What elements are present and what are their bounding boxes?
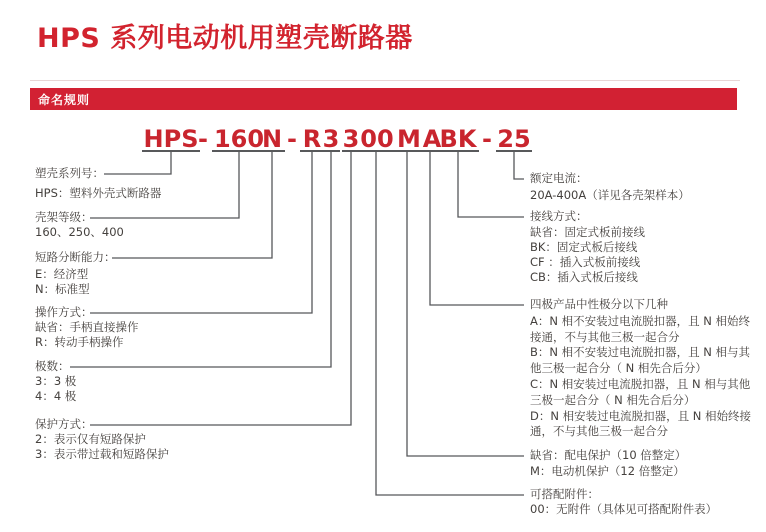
model-code-segment: 3	[342, 125, 360, 153]
callout-line: 4：4 极	[35, 389, 77, 403]
callout-connector-line	[376, 152, 524, 495]
callout-connector-line	[430, 152, 524, 305]
callout-line: N：标准型	[35, 282, 90, 296]
callout-line: D：N 相安装过电流脱扣器，且 N 相始终接	[530, 409, 752, 423]
page-title: HPS 系列电动机用塑壳断路器	[37, 23, 413, 54]
callout-connector-line	[104, 152, 171, 174]
callout-line: B：N 相不安装过电流脱扣器，且 N 相与其	[530, 345, 751, 359]
callout-group-title: 塑壳系列号：	[35, 166, 104, 180]
callout-line: E：经济型	[35, 267, 89, 281]
callout-connector-line	[458, 152, 524, 217]
callout-group-title: 四极产品中性极分以下几种	[530, 297, 668, 311]
callout-line: 缺省：固定式板前接线	[530, 225, 645, 239]
callout-group-title: 缺省：配电保护（10 倍整定）	[530, 448, 687, 462]
callout-line: 通，不与其他三极一起合分	[530, 424, 668, 438]
callout-group-title: 保护方式：	[35, 417, 93, 431]
callout-line: 160、250、400	[35, 225, 124, 239]
callout-line: C：N 相安装过电流脱扣器，且 N 相与其他	[530, 377, 751, 391]
callout-line: HPS：塑料外壳式断路器	[35, 186, 162, 200]
callout-connector-line	[90, 152, 239, 218]
model-code-segment: M	[397, 125, 421, 153]
model-code-segment: 25	[497, 125, 531, 153]
model-code-segment: -	[287, 125, 297, 153]
callout-group-title: 额定电流：	[530, 171, 588, 185]
title-divider	[30, 80, 740, 81]
model-code-segment: R	[300, 126, 324, 152]
callout-line: 缺省：手柄直接操作	[35, 320, 139, 334]
callout-line: 00：无附件（具体见可搭配附件表）	[530, 502, 718, 516]
callout-group-title: 壳架等级：	[35, 210, 93, 224]
callout-group-title: 短路分断能力：	[35, 250, 116, 264]
model-code-segment: 160	[213, 125, 265, 153]
model-code-segment: N	[259, 126, 285, 152]
section-banner-label: 命名规则	[38, 92, 91, 107]
callout-group-title: 可搭配附件：	[530, 487, 599, 501]
callout-line: 2：表示仅有短路保护	[35, 432, 146, 446]
model-code-segment: A	[422, 125, 442, 153]
callout-line: 他三极一起合分（ N 相先合后分）	[530, 361, 707, 375]
callout-connector-line	[407, 152, 524, 456]
callout-group-title: 接线方式：	[530, 209, 588, 223]
callout-group-title: 操作方式：	[35, 305, 93, 319]
callout-line: CF ：插入式板前接线	[530, 255, 641, 269]
callout-line: 3：3 极	[35, 374, 77, 388]
model-code-segment: BK	[437, 126, 479, 152]
model-code-segment: 3	[322, 125, 340, 153]
callout-connector-line	[112, 152, 272, 258]
callout-line: R：转动手柄操作	[35, 335, 124, 349]
model-code-segment: 00	[358, 126, 396, 152]
callout-line: 20A-400A（详见各壳架样本）	[530, 188, 690, 202]
callout-line: 3：表示带过载和短路保护	[35, 447, 169, 461]
model-code-segment: -	[198, 125, 208, 153]
callout-group-title: 极数：	[35, 359, 70, 373]
model-code-segment: HPS	[143, 125, 199, 153]
callout-line: A：N 相不安装过电流脱扣器，且 N 相始终	[530, 314, 751, 328]
callout-connector-line	[514, 152, 524, 179]
section-banner	[30, 88, 737, 110]
callout-line: BK：固定式板后接线	[530, 240, 638, 254]
callout-line: 接通，不与其他三极一起合分	[530, 330, 680, 344]
callout-line: CB：插入式板后接线	[530, 270, 638, 284]
callout-line: M：电动机保护（12 倍整定）	[530, 464, 685, 478]
callout-line: 三极一起合分（ N 相先合后分）	[530, 393, 696, 407]
model-code-segment: -	[482, 125, 492, 153]
